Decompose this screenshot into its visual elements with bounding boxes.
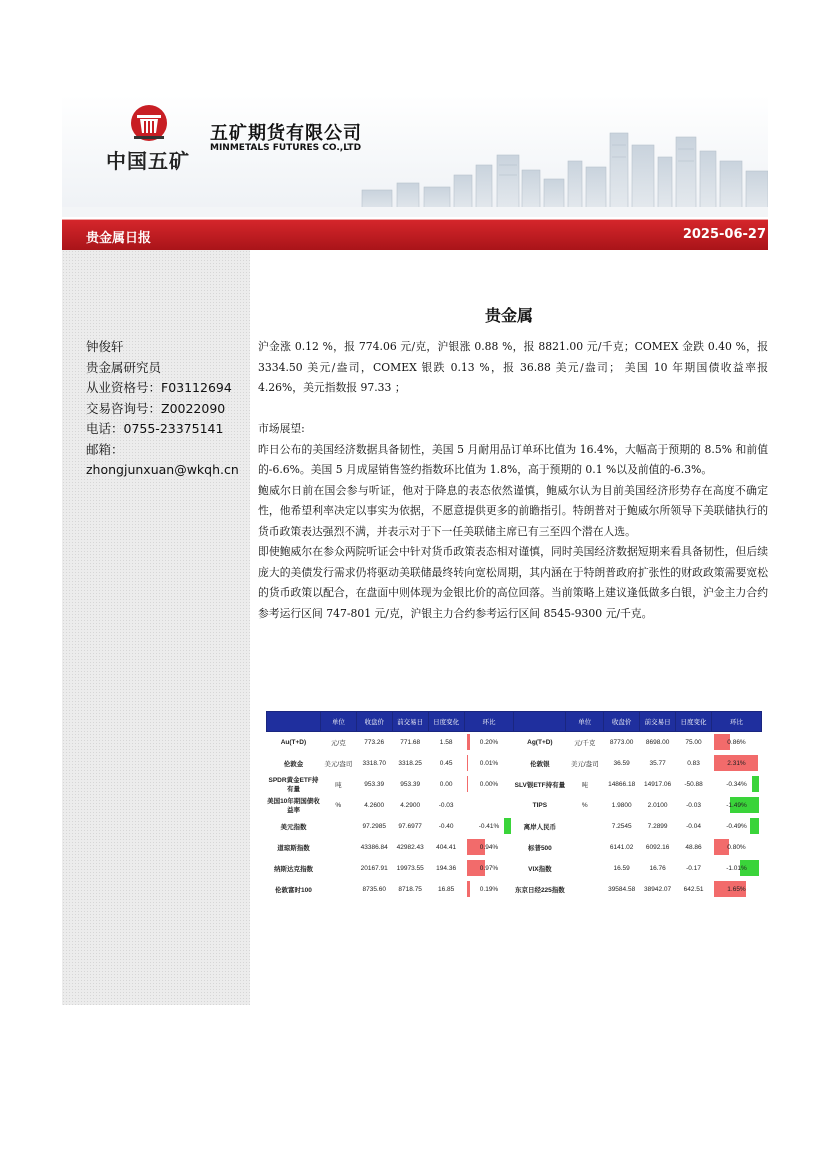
prev-close: 953.39 (392, 774, 428, 795)
change-percent: -0.41% (478, 822, 500, 830)
outlook-label: 市场展望: (258, 422, 305, 435)
table-header-cell: 收盘价 (604, 712, 640, 732)
change-percent-cell (464, 774, 514, 795)
unit (320, 858, 356, 879)
close-price: 773.26 (356, 732, 392, 753)
author-email-label: 邮箱： (86, 441, 124, 457)
instrument-name: SLV银ETF持有量 (514, 774, 566, 795)
instrument-name: 美国10年期国债收益率 (267, 795, 321, 816)
report-title-bar (62, 219, 768, 250)
change-percent: 0.97% (479, 864, 499, 872)
instrument-name: Ag(T+D) (514, 732, 566, 753)
prev-close: 35.77 (640, 753, 676, 774)
unit (320, 837, 356, 858)
table-header-row (267, 712, 762, 732)
change-bar (467, 881, 471, 897)
prev-close: 19973.55 (392, 858, 428, 879)
change-percent-cell (712, 774, 762, 795)
prev-close: 8718.75 (392, 879, 428, 900)
unit: % (320, 795, 356, 816)
table-row (267, 774, 762, 795)
instrument-name: 东京日经225指数 (514, 879, 566, 900)
instrument-name: 伦敦金 (267, 753, 321, 774)
daily-change: -0.40 (428, 816, 464, 837)
unit (320, 816, 356, 837)
change-percent: 0.80% (727, 843, 746, 851)
change-percent-cell (464, 858, 514, 879)
minmetals-logo-icon (128, 103, 170, 147)
unit: 元/克 (320, 732, 356, 753)
prev-close: 8698.00 (640, 732, 676, 753)
prev-close: 6092.16 (640, 837, 676, 858)
change-percent: -1.49% (726, 801, 747, 809)
table-row (267, 816, 762, 837)
prev-close: 4.2900 (392, 795, 428, 816)
table-header-cell (267, 712, 321, 732)
change-percent-cell (712, 753, 762, 774)
daily-change: 16.85 (428, 879, 464, 900)
change-percent: 0.20% (479, 738, 499, 746)
change-percent-cell (464, 816, 514, 837)
table-header-cell: 前交易日 (640, 712, 676, 732)
change-percent: 0.01% (479, 759, 499, 767)
change-bar (750, 818, 759, 834)
company-name-en: MINMETALS FUTURES CO.,LTD (210, 143, 362, 153)
close-price: 8773.00 (604, 732, 640, 753)
prev-close: 3318.25 (392, 753, 428, 774)
close-price: 16.59 (604, 858, 640, 879)
table-header-cell: 环比 (712, 712, 762, 732)
close-price: 43386.84 (356, 837, 392, 858)
daily-change: 642.51 (676, 879, 712, 900)
close-price: 8735.60 (356, 879, 392, 900)
change-percent-cell (712, 879, 762, 900)
daily-change: 48.86 (676, 837, 712, 858)
close-price: 6141.02 (604, 837, 640, 858)
close-price: 39584.58 (604, 879, 640, 900)
daily-change: -0.17 (676, 858, 712, 879)
close-price: 7.2545 (604, 816, 640, 837)
close-price: 36.59 (604, 753, 640, 774)
change-bar (467, 776, 469, 792)
daily-change: 404.41 (428, 837, 464, 858)
table-row (267, 795, 762, 816)
table-row (267, 837, 762, 858)
unit (566, 879, 604, 900)
change-percent: -0.49% (726, 822, 747, 830)
table-header-cell: 前交易日 (392, 712, 428, 732)
instrument-name: 伦敦银 (514, 753, 566, 774)
instrument-name: 道琼斯指数 (267, 837, 321, 858)
close-price: 4.2600 (356, 795, 392, 816)
close-price: 14866.18 (604, 774, 640, 795)
author-phone: 电话：0755-23375141 (86, 421, 224, 436)
daily-change: -0.03 (428, 795, 464, 816)
table-header-cell: 单位 (320, 712, 356, 732)
change-percent: 1.65% (727, 885, 746, 893)
change-percent: 0.19% (479, 885, 499, 893)
instrument-name: 离岸人民币 (514, 816, 566, 837)
prev-close: 771.68 (392, 732, 428, 753)
table-header-cell: 收盘价 (356, 712, 392, 732)
author-title: 贵金属研究员 (86, 359, 162, 375)
logo-text: 中国五矿 (106, 149, 190, 173)
change-percent-cell (464, 837, 514, 858)
change-percent: 0.00% (479, 780, 499, 788)
change-percent: 0.94% (479, 843, 499, 851)
unit: 美元/盎司 (566, 753, 604, 774)
table-header-cell (514, 712, 566, 732)
change-percent-cell (712, 816, 762, 837)
unit: 吨 (320, 774, 356, 795)
report-title: 贵金属日报 (86, 231, 152, 246)
instrument-name: 纳斯达克指数 (267, 858, 321, 879)
table-row (267, 732, 762, 753)
unit: % (566, 795, 604, 816)
author-info (86, 337, 239, 481)
report-date: 2025-06-27 (682, 227, 766, 242)
change-percent-cell (464, 732, 514, 753)
table-body (267, 732, 762, 900)
unit (566, 837, 604, 858)
prev-close: 2.0100 (640, 795, 676, 816)
unit: 元/千克 (566, 732, 604, 753)
table-header-cell: 环比 (464, 712, 514, 732)
instrument-name: 美元指数 (267, 816, 321, 837)
daily-change: -50.88 (676, 774, 712, 795)
table-row (267, 879, 762, 900)
prev-close: 16.76 (640, 858, 676, 879)
instrument-name: 伦敦富时100 (267, 879, 321, 900)
section-title: 贵金属 (485, 306, 534, 325)
close-price: 97.2985 (356, 816, 392, 837)
table-row (267, 753, 762, 774)
change-percent-cell (464, 753, 514, 774)
unit (320, 879, 356, 900)
prev-close: 42982.43 (392, 837, 428, 858)
change-percent: 0.86% (727, 738, 746, 746)
author-name: 钟俊轩 (86, 339, 124, 354)
change-percent-cell (464, 795, 514, 816)
instrument-name: 标普500 (514, 837, 566, 858)
change-percent-cell (712, 795, 762, 816)
author-email[interactable]: zhongjunxuan@wkqh.cn (86, 462, 239, 477)
instrument-name: TIPS (514, 795, 566, 816)
report-header (62, 95, 768, 217)
unit: 吨 (566, 774, 604, 795)
daily-change: -0.03 (676, 795, 712, 816)
change-bar (504, 818, 512, 834)
change-percent: -0.34% (726, 780, 747, 788)
instrument-name: VIX指数 (514, 858, 566, 879)
report-body (258, 337, 768, 624)
prev-close: 7.2899 (640, 816, 676, 837)
daily-change: 0.00 (428, 774, 464, 795)
unit: 美元/盎司 (320, 753, 356, 774)
table-header-cell: 日度变化 (676, 712, 712, 732)
author-consult: 交易咨询号：Z0022090 (86, 400, 226, 416)
table-row (267, 858, 762, 879)
prev-close: 97.6977 (392, 816, 428, 837)
daily-change: 194.36 (428, 858, 464, 879)
outlook-paragraph-2: 鲍威尔日前在国会参与听证，他对于降息的表态依然谨慎，鲍威尔认为目前美国经济形势存在高度不确定性，他希望利率决定以事实为依据，不愿意提供更多的前瞻指引。特朗普对于鲍威尔所领导下美联储执行的货币政策表达强烈不满，并表示对于下一任美联储主席已有三至四个潜在人选。 (258, 483, 768, 538)
close-price: 20167.91 (356, 858, 392, 879)
change-percent: -1.01% (726, 864, 747, 872)
unit (566, 816, 604, 837)
change-bar (752, 776, 759, 792)
daily-change: 1.58 (428, 732, 464, 753)
close-price: 953.39 (356, 774, 392, 795)
outlook-paragraph-3: 即使鲍威尔在参众两院听证会中针对货币政策表态相对谨慎，同时美国经济数据短期来看具备韧性，但后续庞大的美债发行需求仍将驱动美联储最终转向宽松周期，其内涵在于特朗普政府扩张性的财政政策需要宽松的货币政策以配合，在盘面中则体现为金银比价的高位回落。当前策略上建议逢低做多白银，沪金主力合约参考运行区间 747-801 元/克，沪银主力合约参考运行区间 8545-9300 元/千克。 (258, 545, 768, 620)
instrument-name: Au(T+D) (267, 732, 321, 753)
outlook-paragraph-1: 昨日公布的美国经济数据具备韧性，美国 5 月耐用品订单环比值为 16.4%，大幅高于预期的 8.5% 和前值的-6.6%。美国 5 月成屋销售签约指数环比值为 1.8%，高于预期的 0.1 %以及前值的-6.3%。 (258, 442, 768, 476)
daily-change: 75.00 (676, 732, 712, 753)
daily-change: -0.04 (676, 816, 712, 837)
daily-change: 0.83 (676, 753, 712, 774)
instrument-name: SPDR黄金ETF持有量 (267, 774, 321, 795)
company-name-cn: 五矿期货有限公司 (210, 123, 362, 144)
table-header-cell: 单位 (566, 712, 604, 732)
change-percent-cell (712, 732, 762, 753)
market-data-table (266, 711, 762, 900)
table-header-cell: 日度变化 (428, 712, 464, 732)
author-cert: 从业资格号：F03112694 (86, 380, 232, 395)
change-percent: 2.31% (727, 759, 746, 767)
change-bar (467, 755, 469, 771)
prev-close: 14917.06 (640, 774, 676, 795)
prev-close: 38942.07 (640, 879, 676, 900)
change-percent-cell (712, 858, 762, 879)
change-percent-cell (712, 837, 762, 858)
daily-change: 0.45 (428, 753, 464, 774)
unit (566, 858, 604, 879)
summary-paragraph: 沪金涨 0.12 %，报 774.06 元/克，沪银涨 0.88 %，报 8821.00 元/千克；COMEX 金跌 0.40 %，报 3334.50 美元/盎司，COMEX 银跌 0.13 %，报 36.88 美元/盎司； 美国 10 年期国债收益率报 4.26%，美元指数报 97.33 ； (258, 340, 768, 394)
close-price: 1.9800 (604, 795, 640, 816)
change-percent-cell (464, 879, 514, 900)
change-bar (467, 734, 471, 750)
close-price: 3318.70 (356, 753, 392, 774)
